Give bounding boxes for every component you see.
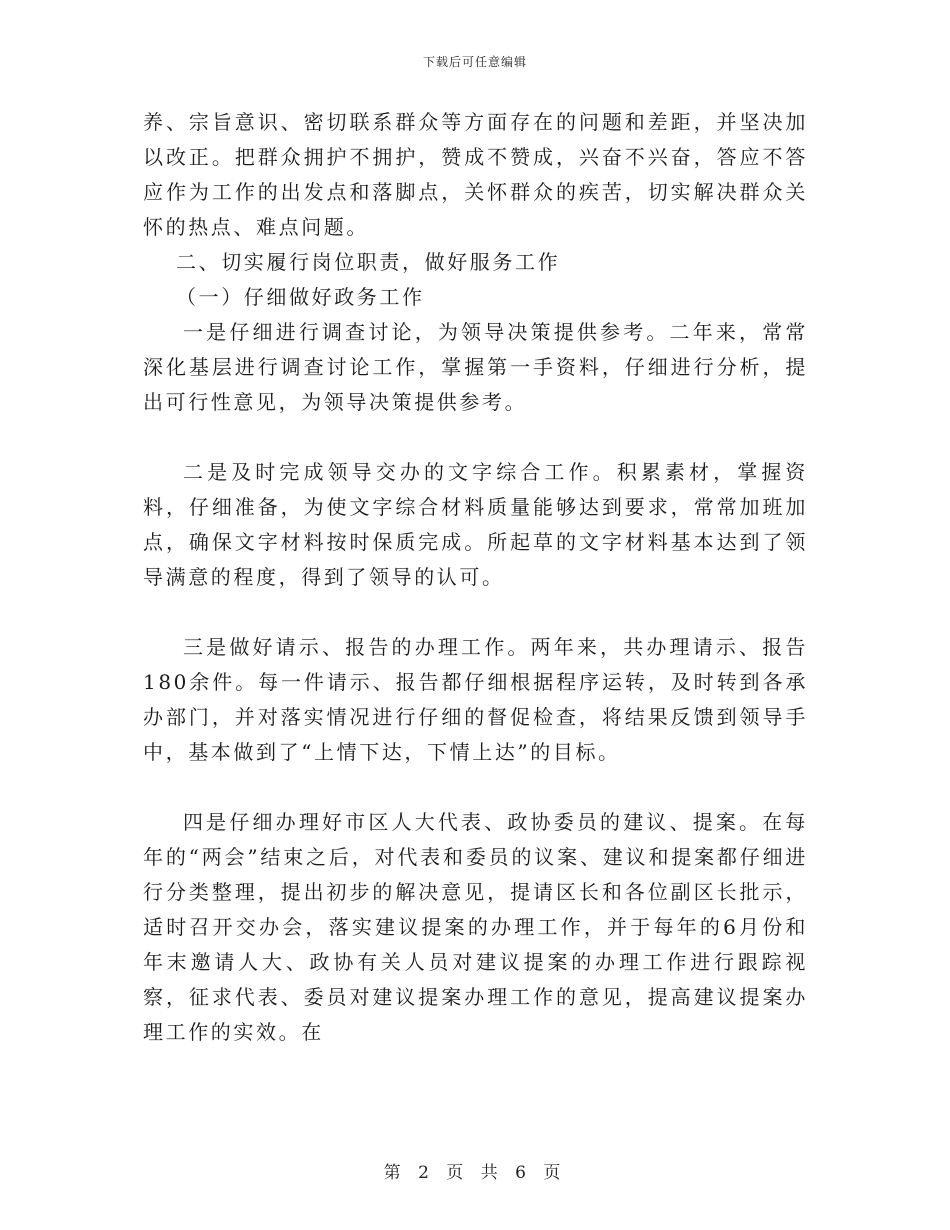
paragraph-item-3: 三是做好请示、报告的办理工作。两年来，共办理请示、报告180余件。每一件请示、报告都仔细根据程序运转，及时转到各承办部门，并对落实情况进行仔细的督促检查，将结果反馈到领导手中，基本做到了“上情下达，下情上达”的目标。 [143,635,808,764]
paragraph-continuation: 养、宗旨意识、密切联系群众等方面存在的问题和差距，并坚决加以改正。把群众拥护不拥护，赞成不赞成，兴奋不兴奋，答应不答应作为工作的出发点和落脚点，关怀群众的疾苦，切实解决群众关怀的热点、难点问题。 [143,110,808,239]
subsection-heading: （一）仔细做好政务工作 [176,285,425,309]
paragraph-item-2: 二是及时完成领导交办的文字综合工作。积累素材，掌握资料，仔细准备，为使文字综合材料质量能够达到要求，常常加班加点，确保文字材料按时保质完成。所起草的文字材料基本达到了领导满意的程度，得到了领导的认可。 [143,460,808,589]
paragraph-item-1: 一是仔细进行调查讨论，为领导决策提供参考。二年来，常常深化基层进行调查讨论工作，掌握第一手资料，仔细进行分析，提出可行性意见，为领导决策提供参考。 [143,320,808,414]
document-body [143,105,808,1050]
section-heading: 二、切实履行岗位职责，做好服务工作 [176,250,561,274]
page-header-note: 下载后可任意编辑 [422,55,527,69]
page-number-footer: 第 2 页 共 6 页 [383,1163,567,1183]
paragraph-item-4: 四是仔细办理好市区人大代表、政协委员的建议、提案。在每年的“两会”结束之后，对代表和委员的议案、建议和提案都仔细进行分类整理，提出初步的解决意见，提请区长和各位副区长批示，适时召开交办会，落实建议提案的办理工作，并于每年的6月份和年末邀请人大、政协有关人员对建议提案的办理工作进行跟踪视察，征求代表、委员对建议提案办理工作的意见，提高建议提案办理工作的实效。在 [143,810,808,1044]
